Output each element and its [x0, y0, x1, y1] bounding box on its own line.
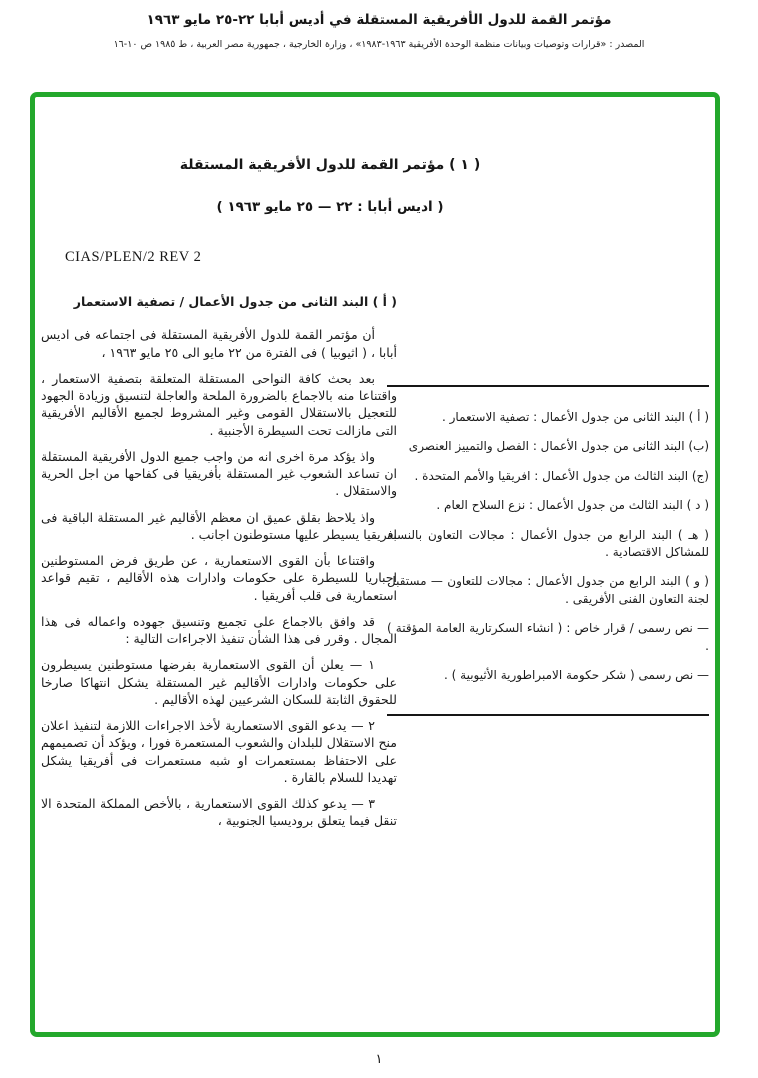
index-item-2: (ب) البند الثانى من جدول الأعمال : الفصل والتمييز العنصرى: [408, 439, 709, 454]
index-item-4: ( د ) البند الثالث من جدول الأعمال : نزع السلاح العام .: [436, 498, 709, 513]
index-item-3: (ج) البند الثالث من جدول الأعمال : افريقيا والأمم المتحدة .: [414, 468, 709, 483]
document-subtitle: ( اديس أبابا : ٢٢ — ٢٥ مايو ١٩٦٣ ): [216, 199, 444, 215]
paragraph-6: قد وافق بالاجماع على تجميع وتنسيق جهوده واعماله فى هذا المجال . وقرر فى هذا الشأن تنفيذ الاجراءات التالية :: [41, 613, 397, 646]
scanned-document-content: [35, 97, 715, 1032]
paragraph-5: واقتناعا بأن القوى الاستعمارية ، عن طريق فرض المستوطنين اجباريا للسيطرة على حكومات وادارات هذه الأقاليم ، تقيم قواعد استعمارية فى قلب أفريقيا .: [41, 553, 397, 603]
index-item-1: ( أ ) البند الثانى من جدول الأعمال : تصفية الاستعمار .: [442, 410, 709, 424]
index-item-5: ( هـ ) البند الرابع من جدول الأعمال : مجالات التعاون بالنسبة للمشاكل الاقتصادية .: [387, 527, 709, 559]
document-reference-code: CIAS/PLEN/2 REV 2: [65, 249, 202, 265]
paragraph-1: أن مؤتمر القمة للدول الأفريقية المستقلة فى اجتماعه فى اديس أبابا ، ( اثيوبيا ) فى الفترة من ٢٢ مايو الى ٢٥ مايو ١٩٦٣ ،: [41, 327, 397, 360]
paragraph-3: واذ يؤكد مرة اخرى انه من واجب جميع الدول الأفريقية المستقلة ان تساعد الشعوب غير المستقلة بأفريقيا فى كفاحها من اجل الحرية والاستقلال .: [41, 448, 397, 499]
paragraph-2: بعد بحث كافة النواحى المستقلة المتعلقة بتصفية الاستعمار ، واقتناعا منه بالاجماع بالضرورة الملحة والعاجلة لتنسيق وزيادة الجهود للتعجيل بالاستقلال القومى وغير المشروط لجميع الأقاليم الأفريقية التى مازالت تحت السيطرة الأجنبية .: [41, 370, 397, 438]
main-text-column: [41, 293, 397, 839]
paragraph-8: ٢ — يدعو القوى الاستعمارية لأخذ الاجراءات اللازمة لتنفيذ اعلان منح الاستقلال للبلدان والشعوب المستعمرة فورا ، ويؤكد أن تصميمهم على الاحتفاظ بمستعمرات او شبه مستعمرات فى أفريقيا يشكل تهديدا للسلام بالقارة .: [41, 718, 397, 785]
paragraph-4: واذ يلاحظ بقلق عميق ان معظم الأقاليم غير المستقلة الباقية فى افريقيا يسيطر عليها مستوطنون اجانب .: [41, 509, 397, 542]
section-heading: ( أ ) البند الثانى من جدول الأعمال / تصفية الاستعمار: [73, 294, 397, 309]
top-divider: [387, 385, 709, 387]
paragraph-7: ١ — يعلن أن القوى الاستعمارية بفرضها مستوطنين يسيطرون على حكومات وادارات الأقاليم غير المستقلة يشكل انتهاكا صارخا للحقوق الثابتة للسكان الشرعيين لهذه الأقاليم .: [41, 657, 397, 707]
scanned-document-frame: [30, 92, 720, 1037]
index-item-6: ( و ) البند الرابع من جدول الأعمال : مجالات للتعاون — مستقبل لجنة التعاون الفنى الأفريقى .: [387, 574, 709, 606]
source-line: المصدر : «قرارات وتوصيات وبيانات منظمة الوحدة الأفريقية ١٩٦٣-١٩٨٣» ، وزارة الخارجية ، جمهورية مصر العربية ، ط ١٩٨٥ ص ١٠-١٦: [113, 39, 645, 50]
header-title: مؤتمر القمة للدول الأفريقية المستقلة في أديس أبابا ٢٢-٢٥ مايو ١٩٦٣: [146, 12, 612, 28]
index-item-7: — نص رسمى / قرار خاص : ( انشاء السكرتارية العامة المؤقتة ) .: [387, 621, 709, 653]
bottom-divider: [387, 714, 709, 716]
page-number: ١: [375, 1052, 383, 1067]
page-header: [0, 12, 758, 50]
index-item-8: — نص رسمى ( شكر حكومة الامبراطورية الأثيوبية ) .: [444, 667, 709, 682]
paragraph-9: ٣ — يدعو كذلك القوى الاستعمارية ، بالأخص المملكة المتحدة الا تنقل فيما يتعلق بروديسيا الجنوبية ،: [41, 796, 397, 829]
document-title: ( ١ ) مؤتمر القمة للدول الأفريقية المستقلة: [179, 157, 481, 173]
agenda-index-column: [387, 385, 709, 716]
